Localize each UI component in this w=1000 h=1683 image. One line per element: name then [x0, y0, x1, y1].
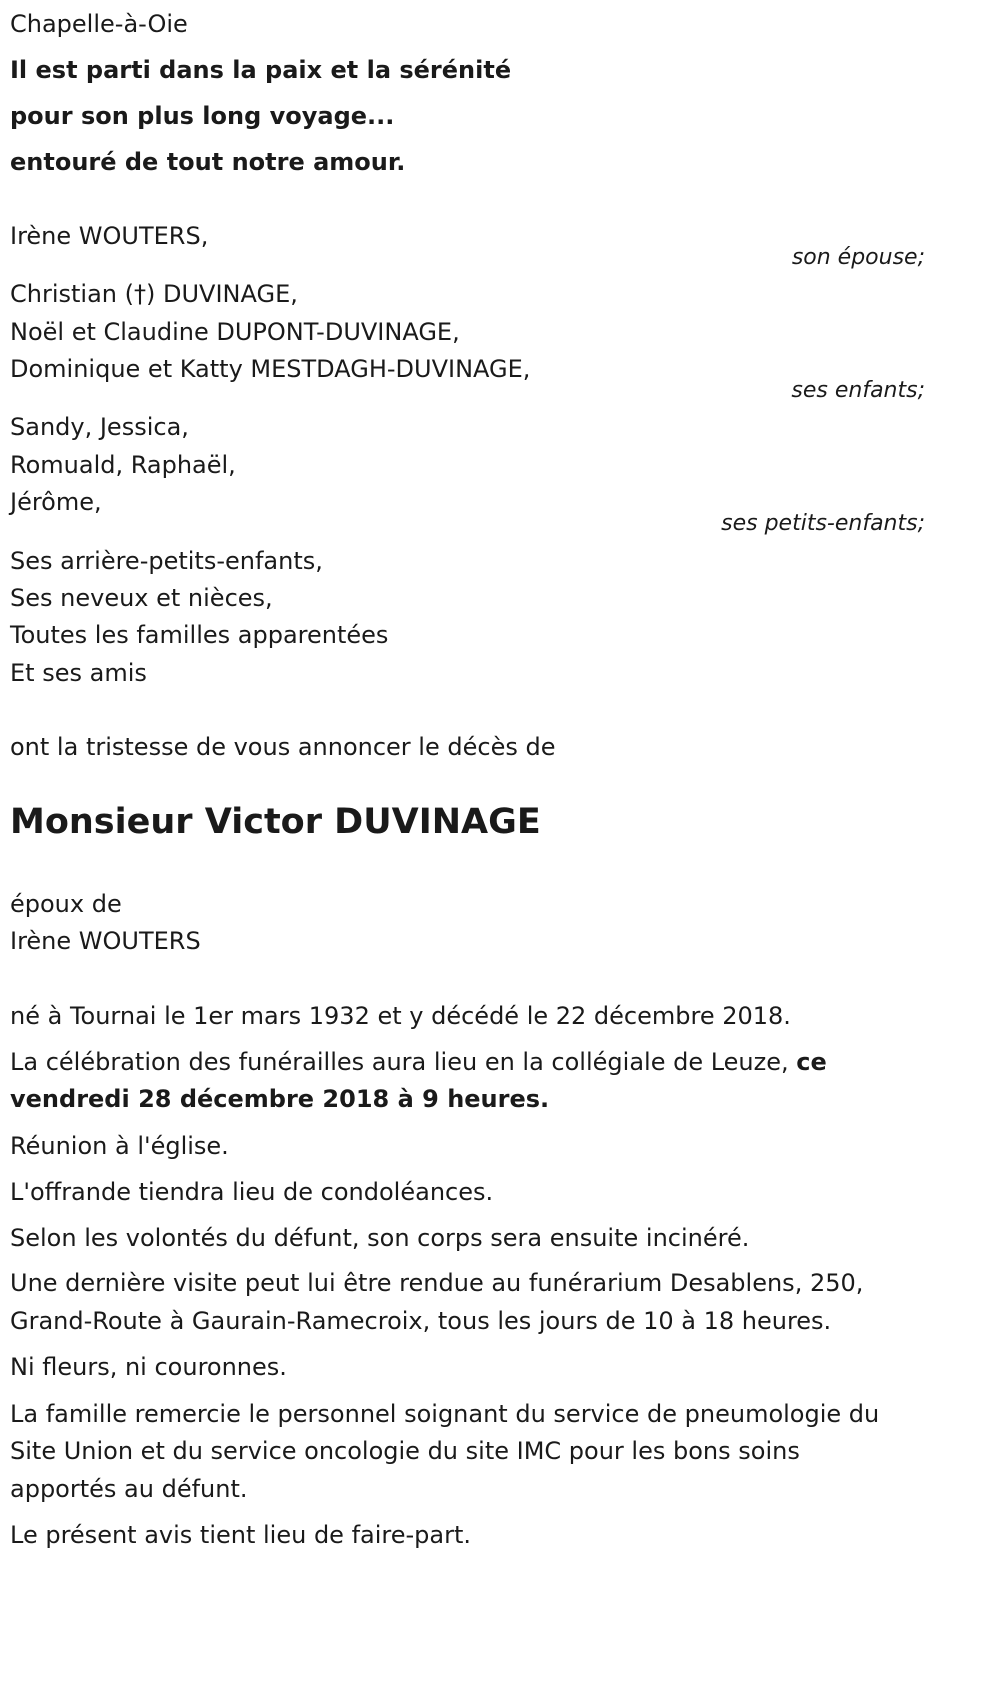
- offering: L'offrande tiendra lieu de condoléances.: [10, 1178, 494, 1206]
- announcement: ont la tristesse de vous annoncer le décès de: [10, 733, 556, 761]
- child-1: Christian (†) DUVINAGE,: [10, 280, 298, 308]
- thanks-line-3: apportés au défunt.: [10, 1475, 248, 1503]
- spouse-name: Irène WOUTERS,: [10, 222, 209, 250]
- deceased-name: Monsieur Victor DUVINAGE: [10, 802, 541, 842]
- grandchild-2: Romuald, Raphaël,: [10, 451, 236, 479]
- birth-death: né à Tournai le 1er mars 1932 et y décédé le 22 décembre 2018.: [10, 1002, 791, 1030]
- grandchild-1: Sandy, Jessica,: [10, 413, 189, 441]
- funeral-bold-start: ce: [796, 1048, 827, 1076]
- verse-line-1: Il est parti dans la paix et la sérénité: [10, 56, 512, 84]
- thanks-line-2: Site Union et du service oncologie du site IMC pour les bons soins: [10, 1437, 800, 1465]
- grandchild-3: Jérôme,: [10, 488, 102, 516]
- thanks-line-1: La famille remercie le personnel soignant du service de pneumologie du: [10, 1400, 880, 1428]
- relatives-4: Et ses amis: [10, 659, 147, 687]
- flowers: Ni fleurs, ni couronnes.: [10, 1353, 287, 1381]
- relatives-1: Ses arrière-petits-enfants,: [10, 547, 323, 575]
- meeting: Réunion à l'église.: [10, 1132, 229, 1160]
- spouse-role: son épouse;: [791, 245, 925, 270]
- spouse-of-name: Irène WOUTERS: [10, 927, 201, 955]
- cremation: Selon les volontés du défunt, son corps sera ensuite incinéré.: [10, 1224, 750, 1252]
- location: Chapelle-à-Oie: [10, 10, 188, 38]
- funeral-date: vendredi 28 décembre 2018 à 9 heures.: [10, 1085, 550, 1113]
- children-role: ses enfants;: [791, 378, 925, 403]
- visit-line-2: Grand-Route à Gaurain-Ramecroix, tous les jours de 10 à 18 heures.: [10, 1307, 832, 1335]
- relatives-2: Ses neveux et nièces,: [10, 584, 273, 612]
- funeral-text: La célébration des funérailles aura lieu en la collégiale de Leuze,: [10, 1048, 789, 1076]
- verse-line-2: pour son plus long voyage...: [10, 102, 395, 130]
- notice: Le présent avis tient lieu de faire-part.: [10, 1521, 472, 1549]
- verse-line-3: entouré de tout notre amour.: [10, 148, 406, 176]
- grandchildren-role: ses petits-enfants;: [721, 511, 925, 536]
- child-2: Noël et Claudine DUPONT-DUVINAGE,: [10, 318, 460, 346]
- child-3: Dominique et Katty MESTDAGH-DUVINAGE,: [10, 355, 531, 383]
- funeral-line-1: [10, 1047, 827, 1077]
- visit-line-1: Une dernière visite peut lui être rendue au funérarium Desablens, 250,: [10, 1269, 864, 1297]
- relatives-3: Toutes les familles apparentées: [10, 621, 389, 649]
- spouse-of-label: époux de: [10, 890, 122, 918]
